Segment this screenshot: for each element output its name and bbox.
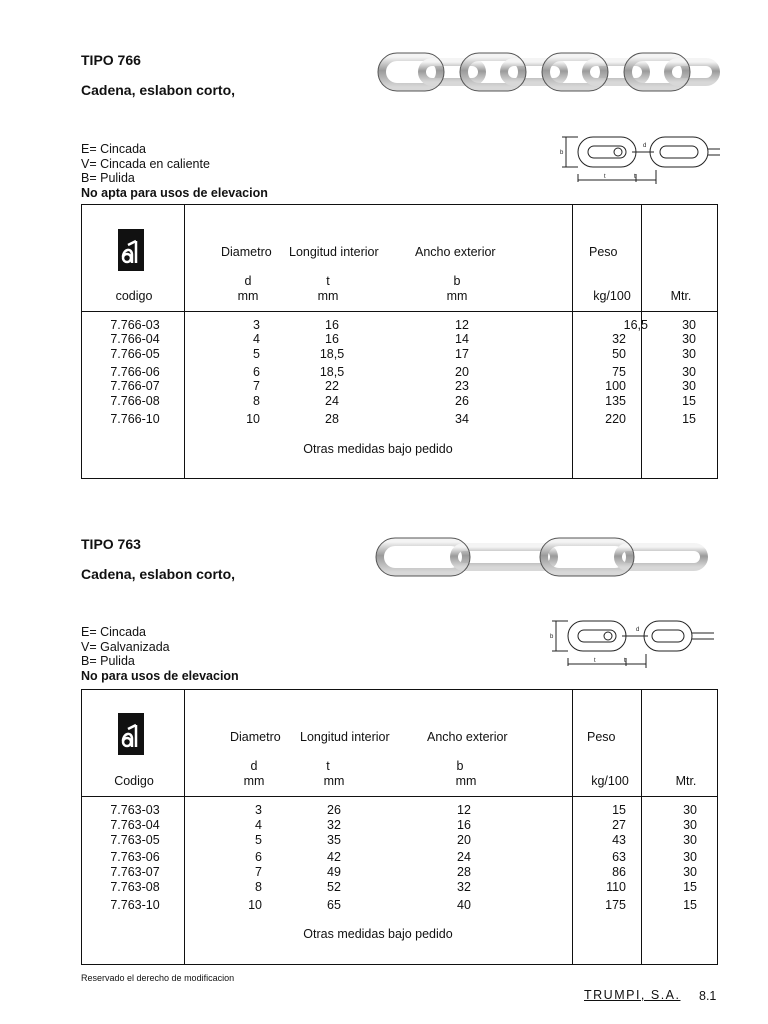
cell-b: 12 [455,318,469,332]
warning-text: No para usos de elevacion [81,668,239,683]
cell-t: 18,5 [319,365,345,379]
cell-b: 23 [455,379,469,393]
cell-t: 35 [327,833,341,847]
chain-dimension-diagram-icon [558,132,724,188]
cell-d: 6 [253,365,260,379]
cell-t: 49 [327,865,341,879]
cell-d: 8 [253,394,260,408]
cell-mtr: 30 [682,318,696,332]
header-longitud: Longitud interior [289,245,379,259]
cell-d: 10 [248,898,262,912]
cell-peso: 27 [612,818,626,832]
cell-d: 8 [255,880,262,894]
table-row [82,379,717,393]
cell-codigo: 7.766-06 [110,365,160,379]
cell-peso: 16,5 [623,318,648,332]
cell-codigo: 7.763-05 [110,833,160,847]
cell-codigo: 7.763-04 [110,818,160,832]
svg-text:b: b [560,150,564,156]
cell-d: 10 [246,412,260,426]
chain-photo-icon [376,50,721,94]
cell-t: 65 [327,898,341,912]
table-row [82,880,717,894]
cell-mtr: 15 [683,898,697,912]
header-ancho: Ancho exterior [415,245,496,259]
cell-b: 17 [455,347,469,361]
cell-codigo: 7.766-10 [110,412,160,426]
cell-b: 34 [455,412,469,426]
header-t-unit: mm [323,774,345,788]
header-mtr: Mtr. [670,289,692,303]
cell-mtr: 30 [683,865,697,879]
cell-mtr: 30 [683,818,697,832]
header-b: b [456,759,464,773]
cell-b: 24 [457,850,471,864]
cell-peso: 15 [612,803,626,817]
cell-d: 4 [253,332,260,346]
cell-t: 32 [327,818,341,832]
cell-peso: 75 [612,365,626,379]
header-codigo: codigo [115,289,153,303]
cell-d: 4 [255,818,262,832]
cell-peso: 32 [612,332,626,346]
cell-peso: 43 [612,833,626,847]
header-diametro: Diametro [230,730,281,744]
legend-item: E= Cincada [81,142,146,156]
page-number: 8.1 [699,989,717,1003]
cell-peso: 135 [605,394,626,408]
header-codigo: Codigo [114,774,154,788]
cell-t: 16 [325,318,339,332]
cell-codigo: 7.763-10 [110,898,160,912]
legend [81,142,268,200]
cell-d: 3 [255,803,262,817]
cell-codigo: 7.766-04 [110,332,160,346]
warning-text: No apta para usos de elevacion [81,185,268,200]
header-b: b [453,274,461,288]
brand-logo-icon [118,229,144,271]
cell-b: 14 [455,332,469,346]
cell-codigo: 7.766-05 [110,347,160,361]
svg-text:t: t [604,174,606,180]
svg-text:b: b [550,634,554,640]
legend-item: V= Galvanizada [81,639,170,654]
cell-codigo: 7.763-07 [110,865,160,879]
svg-text:t: t [594,658,596,664]
cell-b: 12 [457,803,471,817]
legend-item: V= Cincada en caliente [81,156,210,171]
header-peso-unit: kg/100 [591,774,629,788]
cell-b: 20 [455,365,469,379]
cell-t: 22 [325,379,339,393]
section-subtitle: Cadena, eslabon corto, [81,566,236,582]
cell-b: 26 [455,394,469,408]
table-row [82,818,717,832]
cell-peso: 100 [605,379,626,393]
header-d: d [244,274,252,288]
cell-peso: 86 [612,865,626,879]
cell-codigo: 7.763-03 [110,803,160,817]
cell-codigo: 7.763-08 [110,880,160,894]
legend-item: E= Cincada [81,625,146,639]
cell-t: 24 [325,394,339,408]
cell-d: 5 [253,347,260,361]
svg-text:t: t [624,658,626,664]
table-note: Otras medidas bajo pedido [303,442,453,456]
svg-text:t: t [634,174,636,180]
brand-logo-icon [118,713,144,755]
cell-d: 6 [255,850,262,864]
cell-d: 7 [255,865,262,879]
svg-text:d: d [636,627,640,633]
cell-d: 7 [253,379,260,393]
cell-codigo: 7.766-03 [110,318,160,332]
table-row [82,898,717,912]
chain-dimension-diagram-icon [548,616,718,672]
cell-peso: 110 [606,880,626,894]
header-t: t [326,274,330,288]
table-row [82,803,717,817]
table-row [82,865,717,879]
cell-mtr: 30 [682,347,696,361]
cell-mtr: 30 [682,379,696,393]
reserved-notice: Reservado el derecho de modificacion [81,973,235,983]
table-row [82,850,717,864]
header-d: d [250,759,258,773]
header-t: t [326,759,330,773]
cell-t: 42 [327,850,341,864]
cell-codigo: 7.766-08 [110,394,160,408]
section-subtitle: Cadena, eslabon corto, [81,82,236,98]
header-d-unit: mm [237,289,259,303]
table-row [82,412,717,426]
cell-peso: 63 [612,850,626,864]
cell-b: 32 [457,880,471,894]
table-row [82,394,717,408]
table-row [82,347,717,361]
header-diametro: Diametro [221,245,272,259]
cell-b: 28 [457,865,471,879]
cell-mtr: 15 [683,880,697,894]
cell-t: 28 [325,412,339,426]
cell-mtr: 30 [683,833,697,847]
table-note: Otras medidas bajo pedido [303,927,453,941]
cell-t: 16 [325,332,339,346]
section-title: TIPO 766 [81,52,141,68]
cell-mtr: 30 [683,850,697,864]
cell-peso: 50 [612,347,626,361]
cell-b: 40 [457,898,471,912]
table-row [82,833,717,847]
header-b-unit: mm [455,774,477,788]
brand-name: TRUMPI, S.A. [584,988,681,1002]
cell-mtr: 30 [682,365,696,379]
header-peso: Peso [589,245,618,259]
spec-table [81,204,718,479]
cell-b: 16 [457,818,471,832]
chain-photo-icon [374,535,709,579]
header-ancho: Ancho exterior [427,730,508,744]
svg-text:d: d [643,143,647,149]
cell-codigo: 7.763-06 [110,850,160,864]
header-d-unit: mm [243,774,265,788]
cell-peso: 220 [605,412,626,426]
table-row [82,318,717,332]
header-longitud: Longitud interior [300,730,390,744]
cell-b: 20 [457,833,471,847]
cell-peso: 175 [605,898,626,912]
cell-d: 3 [253,318,260,332]
header-peso: Peso [587,730,616,744]
header-mtr: Mtr. [675,774,697,788]
table-row [82,332,717,346]
cell-mtr: 15 [682,394,696,408]
header-peso-unit: kg/100 [593,289,631,303]
cell-mtr: 15 [682,412,696,426]
legend [81,625,239,683]
spec-table [81,689,718,965]
legend-item: B= Pulida [81,171,135,185]
cell-mtr: 30 [682,332,696,346]
section-title: TIPO 763 [81,536,141,552]
cell-t: 26 [327,803,341,817]
table-row [82,365,717,379]
cell-mtr: 30 [683,803,697,817]
header-t-unit: mm [317,289,339,303]
cell-t: 18,5 [319,347,345,361]
legend-item: B= Pulida [81,654,135,668]
header-b-unit: mm [446,289,468,303]
cell-codigo: 7.766-07 [110,379,160,393]
cell-t: 52 [327,880,341,894]
cell-d: 5 [255,833,262,847]
